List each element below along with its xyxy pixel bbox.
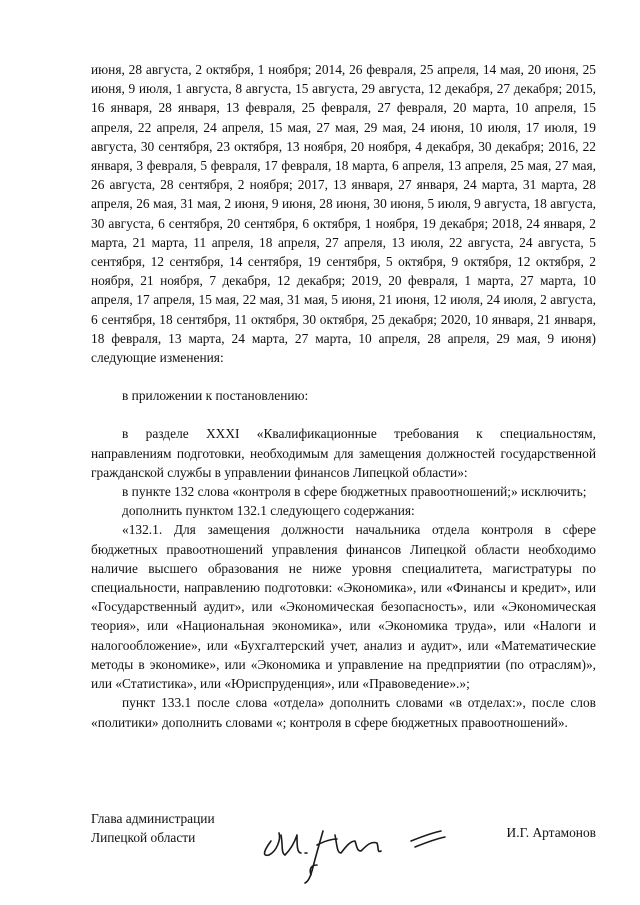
paragraph-add-132-1: дополнить пунктом 132.1 следующего содержания: (122, 503, 415, 519)
signature-block (91, 809, 596, 889)
signatory-title-line2: Липецкой области (91, 830, 196, 845)
paragraph-appendix: в приложении к постановлению: (122, 388, 309, 404)
signatory-name: И.Г. Артамонов (506, 825, 596, 840)
paragraph-section-xxxi: в разделе XXXI «Квалификационные требования к специальностям, направлениям подготовки, необходимым для замещения должностей государственной гражданской службы в управлении финансов Липецкой области»: (91, 426, 596, 480)
document-body (91, 60, 596, 732)
paragraph-date-list: июня, 28 августа, 2 октября, 1 ноября; 2014, 26 февраля, 25 апреля, 14 мая, 20 июня, 25 июня, 9 июля, 1 августа, 8 августа, 15 августа, 29 августа, 12 декабря, 27 декабря; 2015, 16 января, 28 января, 13 февраля, 25 февраля, 27 февраля, 20 марта, 10 апреля, 15 апреля, 22 апреля, 24 апреля, 15 мая, 27 мая, 29 мая, 24 июня, 10 июля, 17 июля, 19 августа, 30 сентября, 23 октября, 13 ноября, 20 ноября, 4 декабря, 30 декабря; 2016, 22 января, 3 февраля, 5 февраля, 17 февраля, 18 марта, 6 апреля, 13 апреля, 25 мая, 27 мая, 26 августа, 28 сентября, 2 ноября; 2017, 13 января, 27 января, 24 марта, 31 марта, 28 апреля, 26 мая, 31 мая, 2 июня, 9 июня, 28 июня, 30 июня, 5 июля, 9 августа, 18 августа, 30 августа, 6 сентября, 20 сентября, 6 октября, 1 ноября, 19 декабря; 2018, 24 января, 2 марта, 21 марта, 11 апреля, 18 апреля, 27 апреля, 13 июля, 22 августа, 24 августа, 5 сентября, 12 сентября, 14 сентября, 19 сентября, 5 октября, 9 октября, 12 октября, 2 ноября, 21 ноября, 7 декабря, 12 декабря; 2019, 20 февраля, 1 марта, 27 марта, 10 апреля, 17 апреля, 15 мая, 22 мая, 31 мая, 5 июня, 21 июня, 12 июля, 24 июля, 2 августа, 6 сентября, 18 сентября, 11 октября, 30 октября, 25 декабря; 2020, 10 января, 21 января, 18 февраля, 13 марта, 24 марта, 27 марта, 10 апреля, 28 апреля, 29 мая, 9 июня) следующие изменения: (91, 62, 596, 366)
handwritten-signature-icon (251, 805, 451, 885)
signatory-title-line1: Глава администрации (91, 811, 215, 826)
paragraph-item-132: в пункте 132 слова «контроля в сфере бюджетных правоотношений;» исключить; (122, 484, 587, 500)
paragraph-132-1-text: «132.1. Для замещения должности начальника отдела контроля в сфере бюджетных правоотношений управления финансов Липецкой области необходимо наличие высшего образования не ниже уровня специалитета, магистратуры по специальности, направлению подготовки: «Экономика», или «Финансы и кредит», или «Государственный аудит», или «Экономическая безопасность», или «Экономическая теория», или «Национальная экономика», или «Экономика труда», или «Налоги и налогообложение», или «Бухгалтерский учет, анализ и аудит», или «Математические методы в экономике», или «Экономика и управление на предприятии (по отраслям)», или «Статистика», или «Юриспруденция», или «Правоведение».»; (91, 522, 596, 692)
signatory-title (91, 809, 215, 847)
paragraph-item-133-1: пункт 133.1 после слова «отдела» дополнить словами «в отделах:», после слов «политики» дополнить словами «; контроля в сфере бюджетных правоотношений». (91, 695, 596, 730)
